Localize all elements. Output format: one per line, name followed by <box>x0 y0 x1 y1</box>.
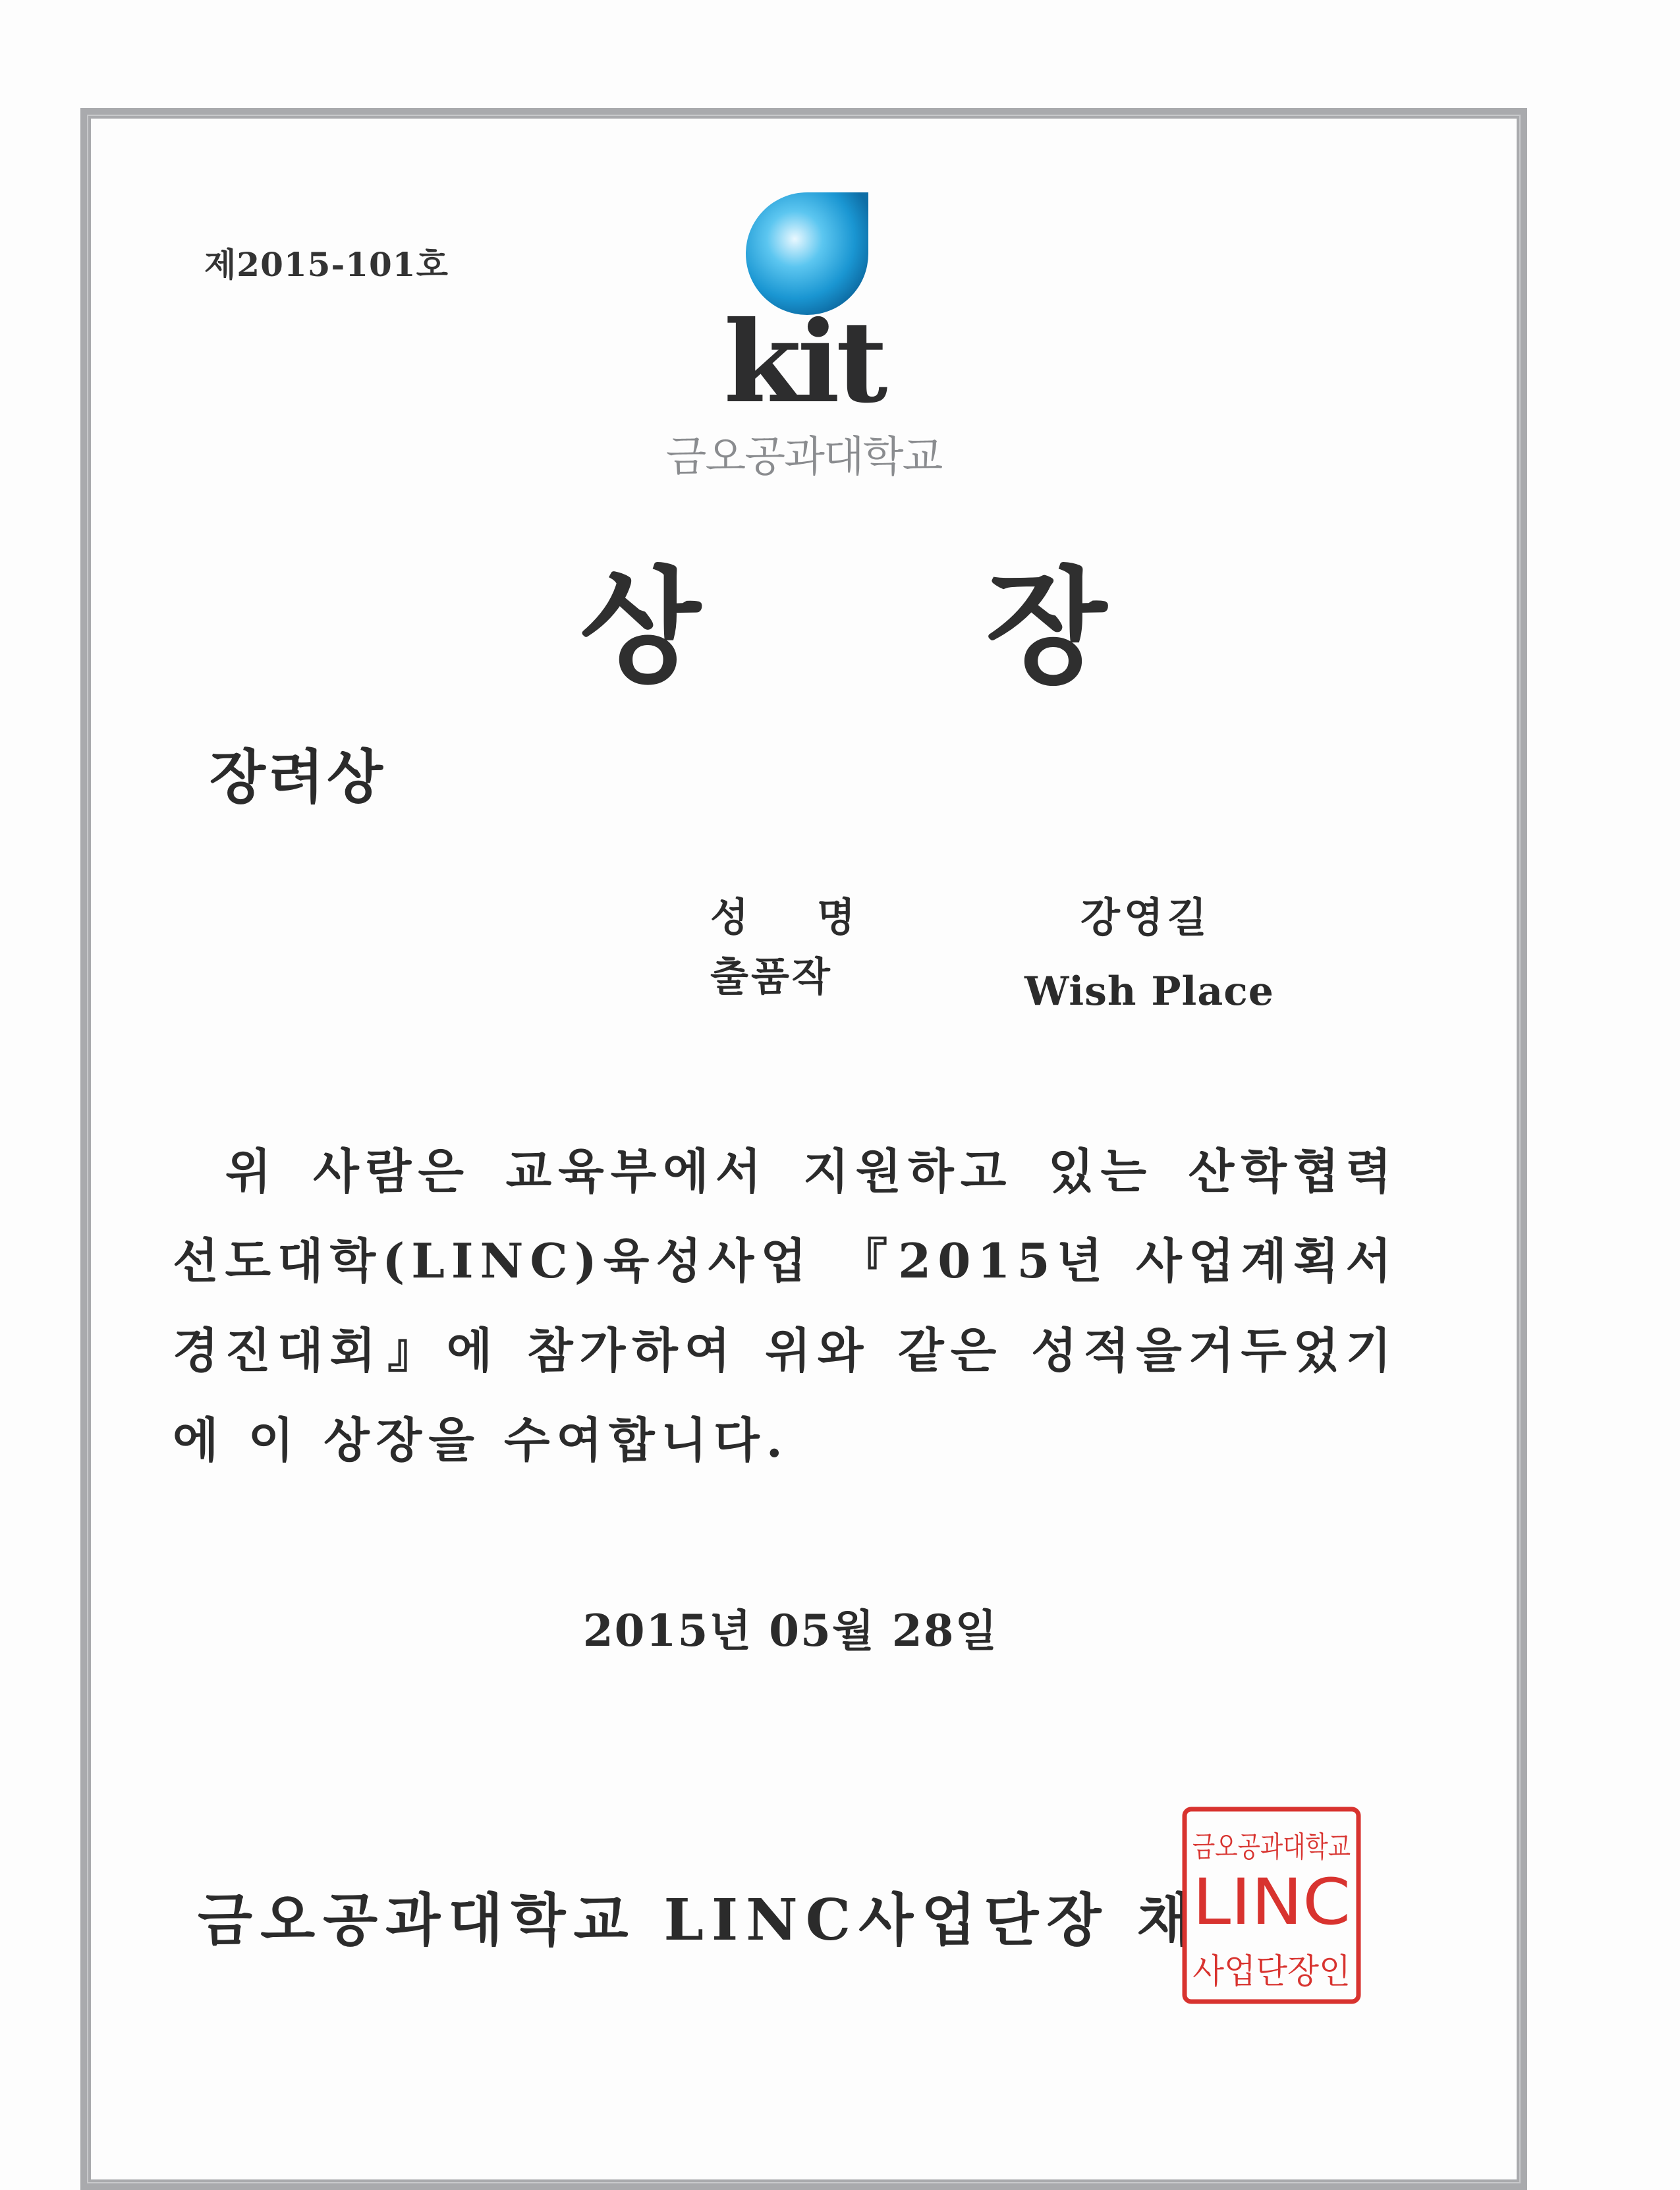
seal-top-text: 금오공과대학교 <box>1192 1830 1351 1864</box>
title-char-2: 장 <box>986 553 1107 700</box>
certificate-number: 제2015-101호 <box>204 245 449 284</box>
seal-bottom-text: 사업단장인 <box>1192 1952 1351 1992</box>
name-label-char-2: 명 <box>817 895 855 941</box>
university-logo <box>646 191 962 481</box>
seal-middle-text: LINC <box>1192 1865 1351 1939</box>
name-label-char-1: 성 <box>710 895 748 941</box>
recipient-name: 강영길 <box>1080 893 1211 941</box>
entry-label: 출품작 <box>710 954 833 1000</box>
entry-title: Wish Place <box>1024 969 1274 1015</box>
certificate-body: 위 사람은 교육부에서 지원하고 있는 산학협력 선도대학(LINC)육성사업 『2015년 사업계획서 경진대회』에 참가하여 위와 같은 성적을거두었기에 이 상장을 수여합니다. <box>173 1143 1398 1468</box>
title-char-1: 상 <box>580 553 701 700</box>
issue-date: 2015년 05월 28일 <box>582 1605 999 1656</box>
name-label <box>710 886 855 943</box>
award-name: 장려상 <box>210 743 386 811</box>
certificate-title <box>580 527 1107 707</box>
issuer: 금오공과대학교 LINC사업단장 채 <box>198 1887 1200 1953</box>
official-seal-stamp <box>1181 1805 1362 2006</box>
logo-university-name: 금오공과대학교 <box>665 433 942 482</box>
logo-wordmark: kit <box>723 296 884 428</box>
